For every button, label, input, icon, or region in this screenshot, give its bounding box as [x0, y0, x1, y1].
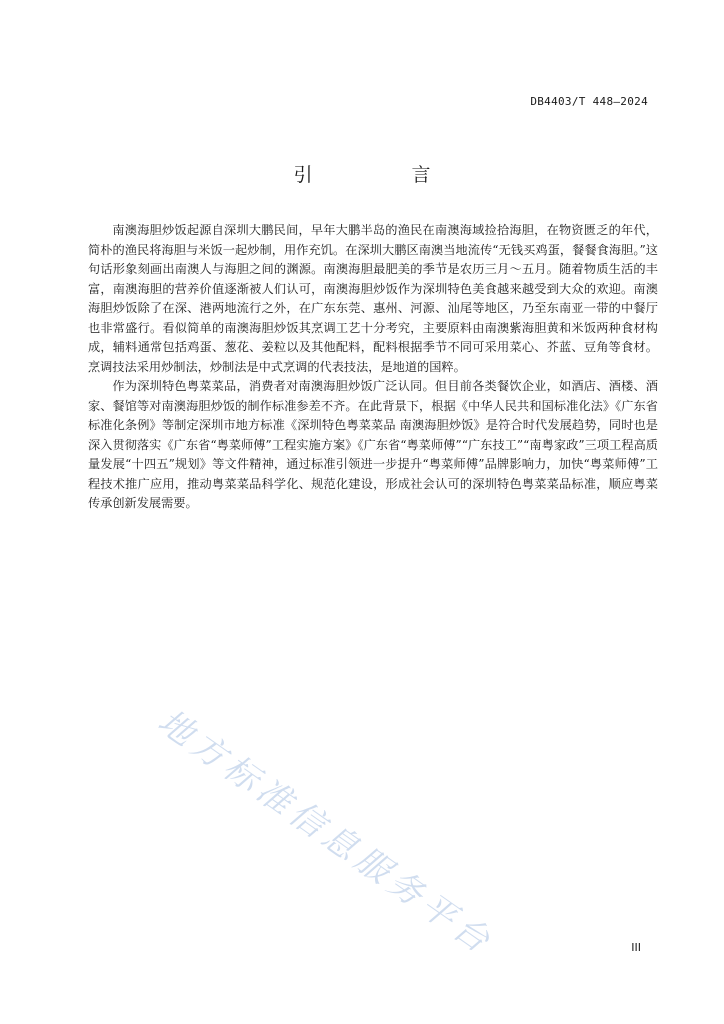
- page-number: III: [631, 941, 641, 954]
- page-title: 引 言: [293, 164, 471, 186]
- paragraph: 作为深圳特色粤菜菜品，消费者对南澳海胆炒饭广泛认同。但目前各类餐饮企业，如酒店、酒楼、酒家、餐馆等对南澳海胆炒饭的制作标准参差不齐。在此背景下，根据《中华人民共和国标准化法》《广东省标准化条例》等制定深圳市地方标准《深圳特色粤菜菜品 南澳海胆炒饭》是符合时代发展趋势，同时也是深入贯彻落实《广东省“粤菜师傅”工程实施方案》《广东省“粤菜师傅”“广东技工”“南粤家政”三项工程高质量发展“十四五”规划》等文件精神，通过标准引领进一步提升“粤菜师傅”品牌影响力，加快“粤菜师傅”工程技术推广应用，推动粤菜菜品科学化、规范化建设，形成社会认可的深圳特色粤菜菜品标准，顺应粤菜传承创新发展需要。: [88, 379, 658, 510]
- standard-code: DB4403/T 448—2024: [530, 95, 648, 108]
- paragraph: 南澳海胆炒饭起源自深圳大鹏民间，早年大鹏半岛的渔民在南澳海域捡拾海胆，在物资匮乏的年代，简朴的渔民将海胆与米饭一起炒制，用作充饥。在深圳大鹏区南澳当地流传“无钱买鸡蛋，餐餐食海胆。”这句话形象刻画出南澳人与海胆之间的渊源。南澳海胆最肥美的季节是农历三月～五月。随着物质生活的丰富，南澳海胆的营养价值逐渐被人们认可，南澳海胆炒饭作为深圳特色美食越来越受到大众的欢迎。南澳海胆炒饭除了在深、港两地流行之外，在广东东莞、惠州、河源、汕尾等地区，乃至东南亚一带的中餐厅也非常盛行。看似简单的南澳海胆炒饭其烹调工艺十分考究，主要原料由南澳紫海胆黄和米饭两种食材构成，辅料通常包括鸡蛋、葱花、姜粒以及其他配料，配料根据季节不同可采用菜心、芥蓝、豆角等食材。烹调技法采用炒制法，炒制法是中式烹调的代表技法，是地道的国粹。: [88, 223, 658, 374]
- watermark: 地方标准信息服务平台: [150, 701, 502, 964]
- body-text: [88, 221, 658, 514]
